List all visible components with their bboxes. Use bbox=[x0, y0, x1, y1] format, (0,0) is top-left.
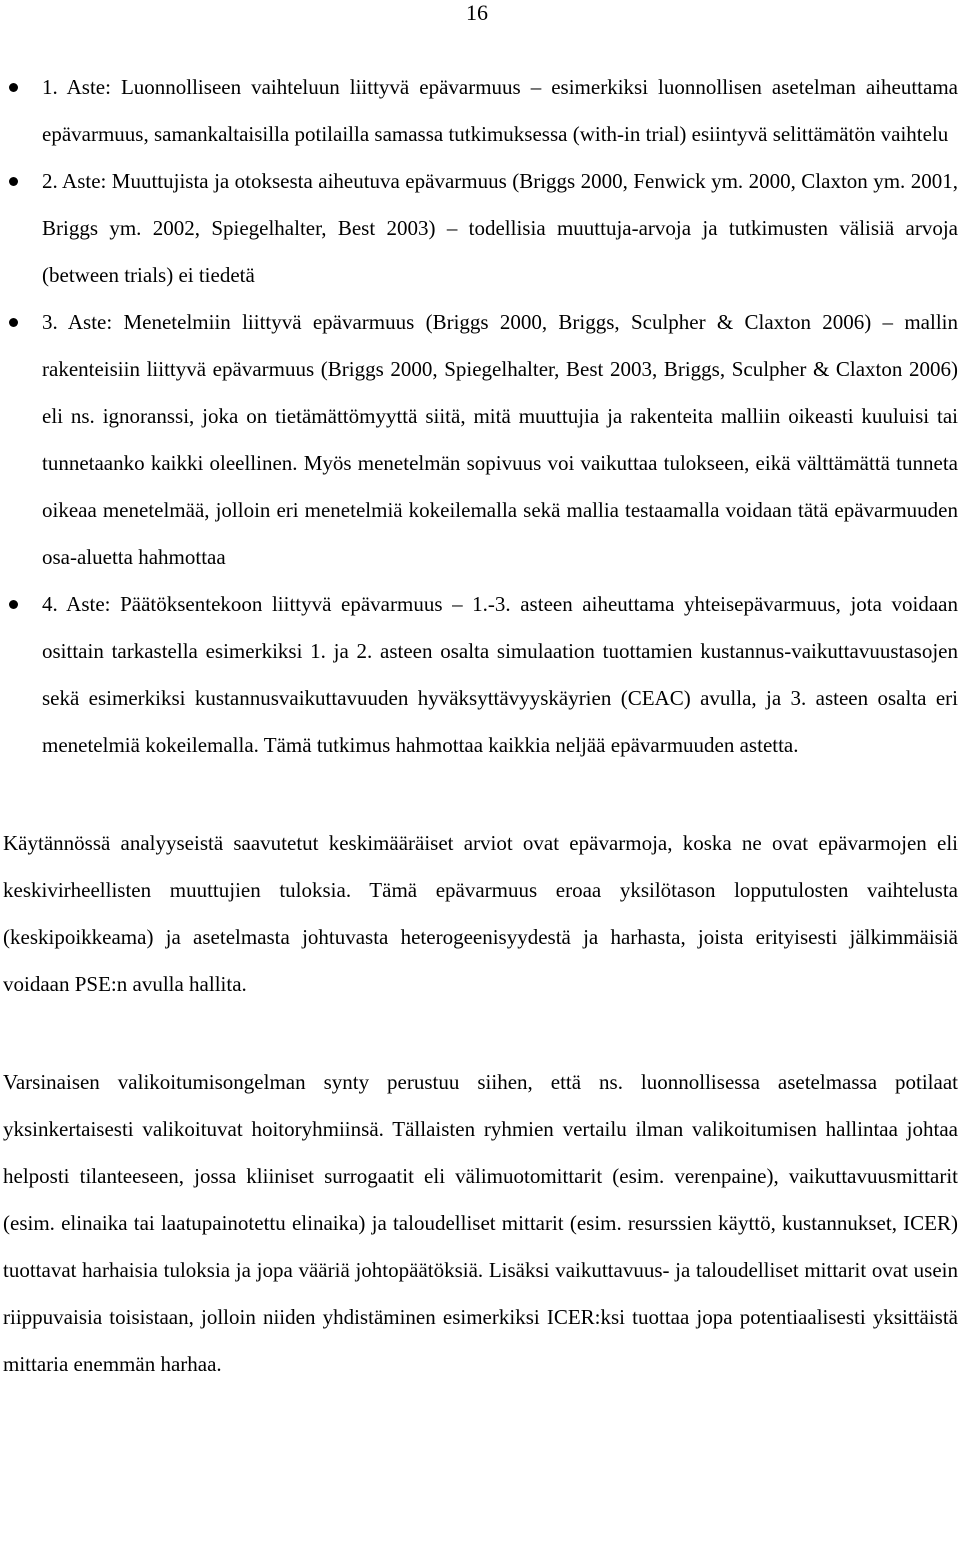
list-item-text: 3. Aste: Menetelmiin liittyvä epävarmuus (Briggs 2000, Briggs, Sculpher & Claxton 2006) – mallin rakenteisiin liittyvä epävarmuus (Briggs 2000, Spiegelhalter, Best 2003, Briggs, Sculpher & Claxton 2006) eli ns. ignoranssi, joka on tietämättömyyttä siitä, mitä muuttujia ja rakenteita malliin oikeasti kuuluisi tai tunnetaanko kaikki oleellinen. Myös menetelmän sopivuus voi vaikuttaa tulokseen, eikä välttämättä tunneta oikeaa menetelmää, jolloin eri menetelmiä kokeilemalla sekä mallia testaamalla voidaan tätä epävarmuuden osa-aluetta hahmottaa bbox=[42, 310, 958, 569]
list-item-level-4 bbox=[3, 581, 958, 769]
document-body bbox=[3, 64, 958, 1388]
list-item-text: 4. Aste: Päätöksentekoon liittyvä epävarmuus – 1.-3. asteen aiheuttama yhteisepävarmuus, jota voidaan osittain tarkastella esimerkiksi 1. ja 2. asteen osalta simulaation tuottamien kustannus-vaikuttavuustasojen sekä esimerkiksi kustannusvaikuttavuuden hyväksyttävyyskäyrien (CEAC) avulla, ja 3. asteen osalta eri menetelmiä kokeilemalla. Tämä tutkimus hahmottaa kaikkia neljää epävarmuuden astetta. bbox=[42, 592, 958, 757]
bullet-icon bbox=[9, 318, 18, 327]
list-item-level-1 bbox=[3, 64, 958, 158]
uncertainty-levels-list bbox=[3, 64, 958, 769]
list-item-text: 2. Aste: Muuttujista ja otoksesta aiheutuva epävarmuus (Briggs 2000, Fenwick ym. 2000, Claxton ym. 2001, Briggs ym. 2002, Spiegelhalter, Best 2003) – todellisia muuttuja-arvoja ja tutkimusten välisiä arvoja (between trials) ei tiedetä bbox=[42, 169, 958, 287]
list-item-level-3 bbox=[3, 299, 958, 581]
paragraph-selection-problem: Varsinaisen valikoitumisongelman synty perustuu siihen, että ns. luonnollisessa asetelmassa potilaat yksinkertaisesti valikoituvat hoitoryhmiinsä. Tällaisten ryhmien vertailu ilman valikoitumisen hallintaa johtaa helposti tilanteeseen, jossa kliiniset surrogaatit eli välimuotomittarit (esim. verenpaine), vaikuttavuusmittarit (esim. elinaika tai laatupainotettu elinaika) ja taloudelliset mittarit (esim. resurssien käyttö, kustannukset, ICER) tuottavat harhaisia tuloksia ja jopa vääriä johtopäätöksiä. Lisäksi vaikuttavuus- ja taloudelliset mittarit ovat usein riippuvaisia toisistaan, jolloin niiden yhdistäminen esimerkiksi ICER:ksi tuottaa jopa potentiaalisesti yksittäistä mittaria enemmän harhaa. bbox=[3, 1070, 958, 1376]
list-item-level-2 bbox=[3, 158, 958, 299]
bullet-icon bbox=[9, 600, 18, 609]
list-item-text: 1. Aste: Luonnolliseen vaihteluun liittyvä epävarmuus – esimerkiksi luonnollisen asetelman aiheuttama epävarmuus, samankaltaisilla potilailla samassa tutkimuksessa (with-in trial) esiintyvä selittämätön vaihtelu bbox=[42, 75, 958, 146]
paragraph-practical-estimates: Käytännössä analyyseistä saavutetut keskimääräiset arviot ovat epävarmoja, koska ne ovat epävarmojen eli keskivirheellisten muuttujien tuloksia. Tämä epävarmuus eroaa yksilötason lopputulosten vaihtelusta (keskipoikkeama) ja asetelmasta johtuvasta heterogeenisyydestä ja harhasta, joista erityisesti jälkimmäisiä voidaan PSE:n avulla hallita. bbox=[3, 831, 958, 996]
bullet-icon bbox=[9, 83, 18, 92]
page-number: 16 bbox=[466, 0, 488, 25]
bullet-icon bbox=[9, 177, 18, 186]
